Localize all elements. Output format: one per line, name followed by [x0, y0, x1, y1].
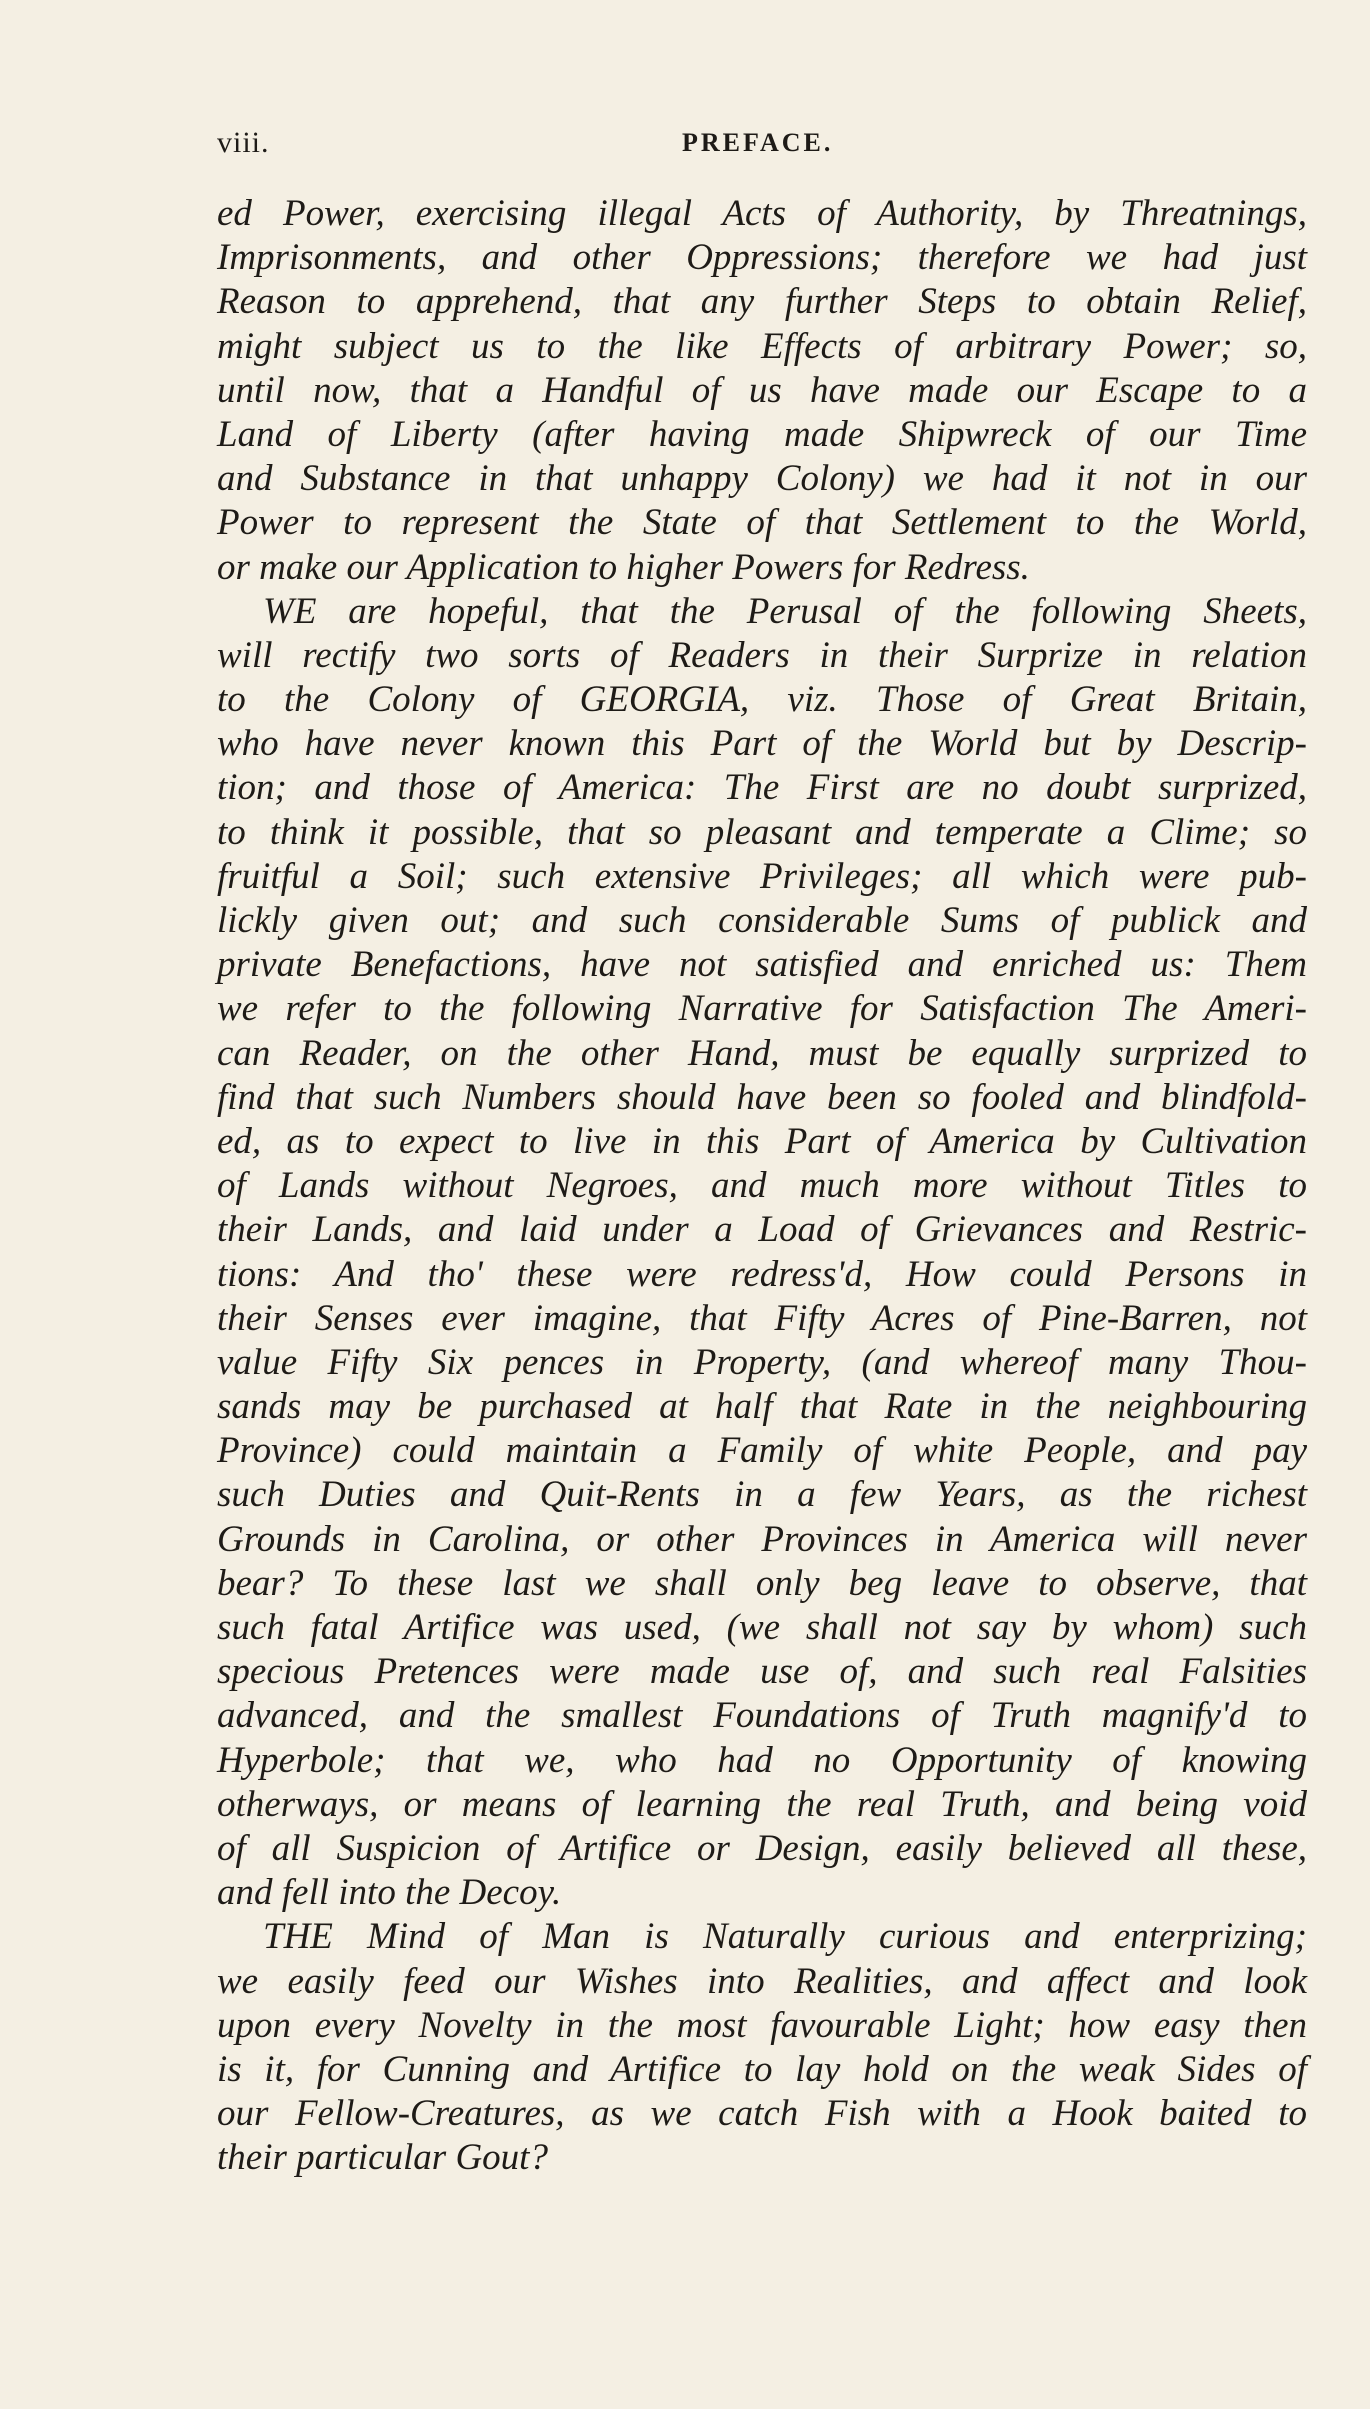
text-line: such Duties and Quit-Rents in a few Years, as the richest — [217, 1474, 1307, 1516]
text-line: their Lands, and laid under a Load of Grievances and Restric- — [217, 1209, 1307, 1251]
page-header — [217, 126, 1307, 166]
text-line: or make our Application to higher Powers for Redress. — [217, 546, 1030, 588]
text-line: Grounds in Carolina, or other Provinces in America will never — [217, 1518, 1307, 1560]
text-line: advanced, and the smallest Foundations of Truth magnify'd to — [217, 1695, 1307, 1737]
text-line: ed Power, exercising illegal Acts of Authority, by Threatnings, — [217, 193, 1307, 234]
text-line: Imprisonments, and other Oppressions; therefore we had just — [217, 237, 1307, 279]
text-line: Land of Liberty (after having made Shipwreck of our Time — [217, 413, 1307, 455]
text-line: of Lands without Negroes, and much more without Titles to — [217, 1165, 1307, 1207]
text-line: can Reader, on the other Hand, must be equally surprized to — [217, 1032, 1307, 1074]
text-line: Reason to apprehend, that any further Steps to obtain Relief, — [217, 281, 1307, 323]
text-line: tion; and those of America: The First are no doubt surprized, — [217, 767, 1307, 809]
text-line: until now, that a Handful of us have made our Escape to a — [217, 369, 1307, 411]
text-line: such fatal Artifice was used, (we shall not say by whom) such — [217, 1607, 1307, 1648]
running-head: PREFACE. — [682, 128, 834, 157]
text-line: find that such Numbers should have been so fooled and blindfold- — [217, 1076, 1307, 1118]
text-line: of all Suspicion of Artifice or Design, easily believed all these, — [217, 1827, 1307, 1869]
text-line: to think it possible, that so pleasant and temperate a Clime; so — [217, 811, 1307, 853]
text-line: specious Pretences were made use of, and such real Falsities — [217, 1651, 1307, 1693]
text-line: and fell into the Decoy. — [217, 1872, 562, 1914]
text-line: bear? To these last we shall only beg leave to observe, that — [217, 1562, 1307, 1604]
text-line: Province) could maintain a Family of white People, and pay — [217, 1430, 1307, 1472]
text-line: otherways, or means of learning the real Truth, and being void — [217, 1783, 1307, 1825]
text-line: tions: And tho' these were redress'd, How could Persons in — [217, 1253, 1307, 1295]
text-line: their Senses ever imagine, that Fifty Acres of Pine-Barren, not — [217, 1297, 1307, 1339]
text-line: is it, for Cunning and Artifice to lay hold on the weak Sides of — [217, 2048, 1307, 2090]
text-line: Power to represent the State of that Settlement to the World, — [217, 502, 1307, 544]
text-line: we refer to the following Narrative for Satisfaction The Ameri- — [217, 988, 1307, 1030]
text-line: THE Mind of Man is Naturally curious and enterprizing; — [263, 1916, 1307, 1958]
text-line: ed, as to expect to live in this Part of America by Cultivation — [217, 1120, 1307, 1162]
text-line: lickly given out; and such considerable Sums of publick and — [217, 900, 1307, 941]
text-line: might subject us to the like Effects of arbitrary Power; so, — [217, 325, 1307, 367]
text-line: private Benefactions, have not satisfied and enriched us: Them — [217, 944, 1307, 986]
text-line: their particular Gout? — [217, 2137, 548, 2179]
text-line: our Fellow-Creatures, as we catch Fish with a Hook baited to — [217, 2093, 1307, 2135]
text-line: value Fifty Six pences in Property, (and whereof many Thou- — [217, 1341, 1307, 1383]
text-line: fruitful a Soil; such extensive Privileges; all which were pub- — [217, 855, 1307, 897]
text-line: WE are hopeful, that the Perusal of the following Sheets, — [263, 590, 1307, 632]
text-line: Hyperbole; that we, who had no Opportunity of knowing — [217, 1739, 1307, 1781]
text-line: and Substance in that unhappy Colony) we had it not in our — [217, 458, 1307, 500]
text-line: will rectify two sorts of Readers in their Surprize in relation — [217, 634, 1307, 676]
text-line: upon every Novelty in the most favourable Light; how easy then — [217, 2004, 1307, 2046]
text-line: to the Colony of GEORGIA, viz. Those of Great Britain, — [217, 679, 1307, 721]
page-number: viii. — [217, 126, 270, 159]
text-line: we easily feed our Wishes into Realities, and affect and look — [217, 1960, 1307, 2002]
text-line: sands may be purchased at half that Rate in the neighbouring — [217, 1386, 1307, 1428]
text-line: who have never known this Part of the World but by Descrip- — [217, 723, 1307, 765]
body-text — [217, 192, 1307, 2180]
